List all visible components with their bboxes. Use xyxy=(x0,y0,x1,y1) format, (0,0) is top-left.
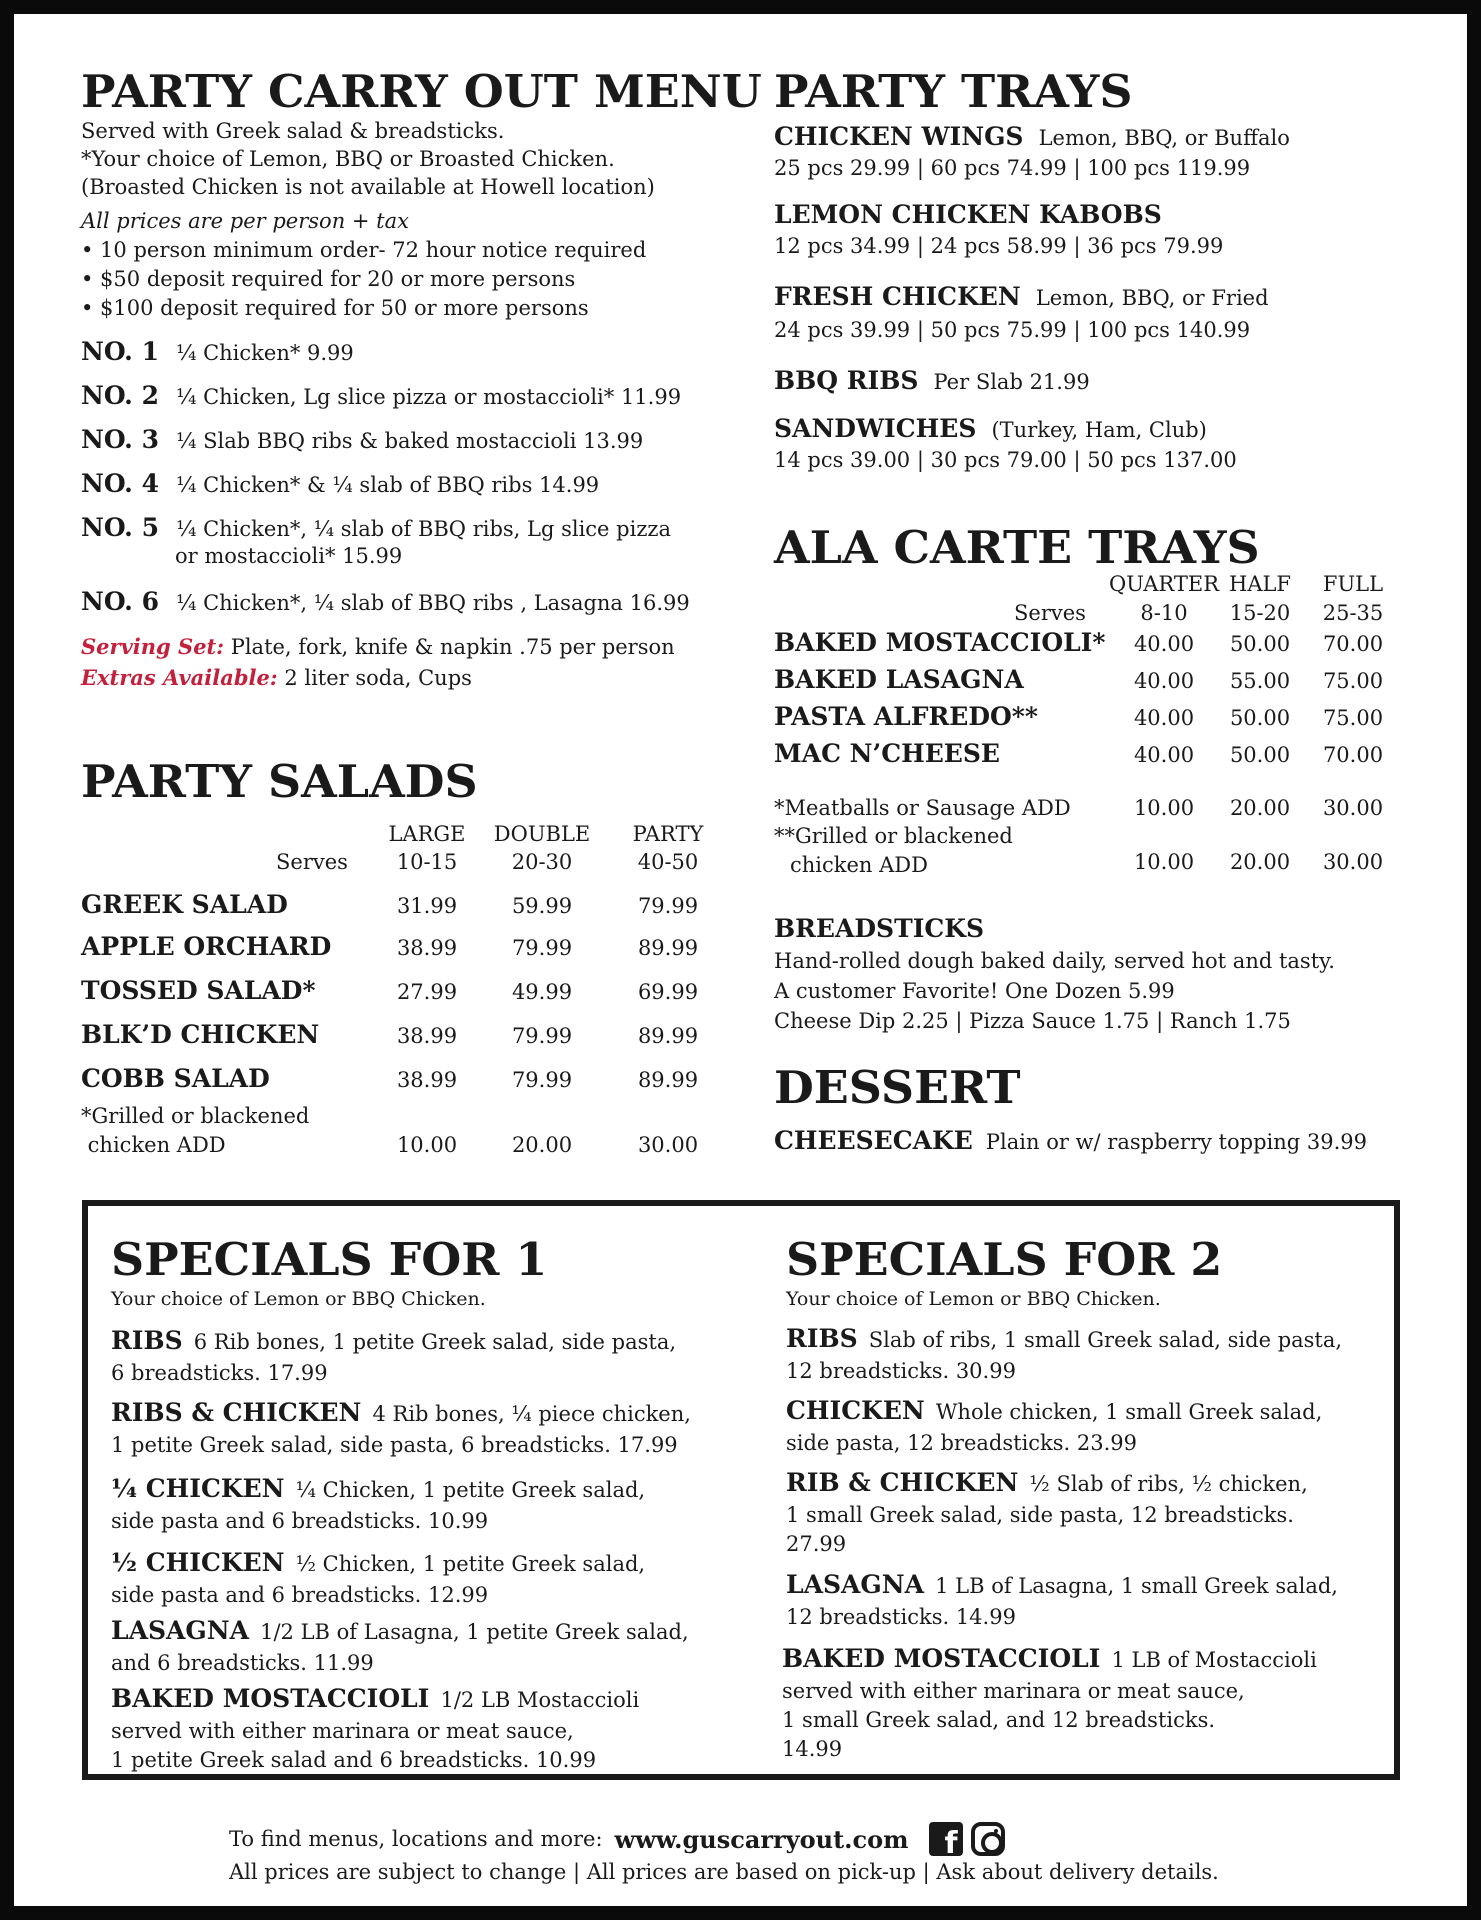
tray-prices: 25 pcs 29.99 | 60 pcs 74.99 | 100 pcs 119.99 xyxy=(774,156,1251,180)
col-serves: 20-30 xyxy=(511,850,573,874)
tray-item: BBQ RIBS Per Slab 21.99 xyxy=(774,366,1090,395)
intro-line: Served with Greek salad & breadsticks. xyxy=(81,119,505,143)
specials-2-title: SPECIALS FOR 2 xyxy=(786,1233,1223,1286)
table-row: BLK’D CHICKEN 38.99 79.99 89.99 xyxy=(81,1020,699,1049)
tray-item: LEMON CHICKEN KABOBS xyxy=(774,200,1162,229)
col-header: PARTY xyxy=(632,822,704,846)
col-serves: 10-15 xyxy=(396,850,458,874)
intro-line: (Broasted Chicken is not available at Howell location) xyxy=(81,175,655,199)
carry-out-item: NO. 4 ¼ Chicken* & ¼ slab of BBQ ribs 14.99 xyxy=(81,469,600,498)
addon-label: *Grilled or blackened chicken ADD xyxy=(81,1104,310,1157)
special-item: RIBS 6 Rib bones, 1 petite Greek salad, side pasta, 6 breadsticks. 17.99 xyxy=(111,1326,677,1385)
carry-out-title: PARTY CARRY OUT MENU xyxy=(81,65,762,118)
footer-find: To find menus, locations and more: www.guscarryout.com f xyxy=(229,1822,1005,1856)
addon-label: **Grilled or blackened chicken ADD xyxy=(774,824,1013,877)
addon-value: 10.00 xyxy=(1133,850,1195,874)
table-row: COBB SALAD 38.99 79.99 89.99 xyxy=(81,1064,699,1093)
table-row: TOSSED SALAD* 27.99 49.99 69.99 xyxy=(81,976,699,1005)
addon-value: 20.00 xyxy=(1229,850,1291,874)
website-link[interactable]: www.guscarryout.com xyxy=(614,1824,909,1854)
col-serves: 25-35 xyxy=(1322,601,1384,625)
addon-value: 20.00 xyxy=(511,1133,573,1157)
special-item: LASAGNA 1/2 LB of Lasagna, 1 petite Greek salad, and 6 breadsticks. 11.99 xyxy=(111,1616,689,1675)
dessert-title: DESSERT xyxy=(774,1061,1021,1114)
table-row: MAC N’CHEESE 40.00 50.00 70.00 xyxy=(774,739,1384,768)
menu-page xyxy=(14,14,1467,1906)
special-item: RIBS Slab of ribs, 1 small Greek salad, side pasta, 12 breadsticks. 30.99 xyxy=(786,1324,1343,1383)
col-header: HALF xyxy=(1229,572,1291,596)
carry-out-item: NO. 6 ¼ Chicken*, ¼ slab of BBQ ribs , Lasagna 16.99 xyxy=(81,587,690,616)
special-item: RIBS & CHICKEN 4 Rib bones, ¼ piece chicken, 1 petite Greek salad, side pasta, 6 breadsticks. 17.99 xyxy=(111,1398,691,1457)
addon-value: 30.00 xyxy=(1322,850,1384,874)
tray-item: SANDWICHES (Turkey, Ham, Club) xyxy=(774,414,1207,443)
serving-set: Serving Set: Plate, fork, knife & napkin .75 per person xyxy=(81,634,675,659)
carry-out-item: NO. 2 ¼ Chicken, Lg slice pizza or mostaccioli* 11.99 xyxy=(81,381,682,410)
col-header: QUARTER xyxy=(1109,572,1220,596)
special-item: CHICKEN Whole chicken, 1 small Greek salad, side pasta, 12 breadsticks. 23.99 xyxy=(786,1396,1323,1455)
party-salads-table xyxy=(81,820,721,1160)
dessert-item: CHEESECAKE Plain or w/ raspberry topping 39.99 xyxy=(774,1126,1367,1155)
special-item: RIB & CHICKEN ½ Slab of ribs, ½ chicken, 1 small Greek salad, side pasta, 12 breadsticks. 27.99 xyxy=(786,1468,1308,1556)
facebook-icon[interactable] xyxy=(929,1822,963,1856)
col-serves: 40-50 xyxy=(637,850,699,874)
extras-available: Extras Available: 2 liter soda, Cups xyxy=(81,665,472,690)
bullet-item: • $50 deposit required for 20 or more persons xyxy=(81,267,576,291)
bullet-item: • 10 person minimum order- 72 hour notice required xyxy=(81,238,647,262)
party-trays-title: PARTY TRAYS xyxy=(774,65,1133,118)
special-item: BAKED MOSTACCIOLI 1 LB of Mostaccioli served with either marinara or meat sauce, 1 small Greek salad, and 12 breadsticks. 14.99 xyxy=(782,1644,1317,1761)
special-item: BAKED MOSTACCIOLI 1/2 LB Mostaccioli served with either marinara or meat sauce, 1 petite Greek salad and 6 breadsticks. 10.99 xyxy=(111,1684,640,1772)
tray-item: CHICKEN WINGS Lemon, BBQ, or Buffalo xyxy=(774,122,1290,151)
party-salads-title: PARTY SALADS xyxy=(81,755,478,808)
table-row: APPLE ORCHARD 38.99 79.99 89.99 xyxy=(81,932,699,961)
table-row: GREEK SALAD 31.99 59.99 79.99 xyxy=(81,890,699,919)
carry-out-item: NO. 1 ¼ Chicken* 9.99 xyxy=(81,337,354,366)
specials-1-title: SPECIALS FOR 1 xyxy=(111,1233,548,1286)
addon-value: 10.00 xyxy=(396,1133,458,1157)
serves-label: Serves xyxy=(1014,601,1086,625)
carry-out-item: NO. 3 ¼ Slab BBQ ribs & baked mostaccioli 13.99 xyxy=(81,425,644,454)
table-row: BAKED MOSTACCIOLI* 40.00 50.00 70.00 xyxy=(774,628,1384,657)
carry-out-intro xyxy=(81,117,655,201)
specials-2-subtitle: Your choice of Lemon or BBQ Chicken. xyxy=(786,1288,1161,1310)
ala-carte-table xyxy=(774,570,1414,890)
col-header: FULL xyxy=(1322,572,1384,596)
tray-prices: 12 pcs 34.99 | 24 pcs 58.99 | 36 pcs 79.99 xyxy=(774,234,1224,258)
col-header: DOUBLE xyxy=(493,822,591,846)
prices-note: All prices are per person + tax xyxy=(81,209,409,233)
col-header: LARGE xyxy=(388,822,466,846)
addon-label: *Meatballs or Sausage ADD xyxy=(774,796,1071,820)
serves-label: Serves xyxy=(276,850,348,874)
special-item: ¼ CHICKEN ¼ Chicken, 1 petite Greek salad, side pasta and 6 breadsticks. 10.99 xyxy=(111,1474,646,1533)
tray-prices: 24 pcs 39.99 | 50 pcs 75.99 | 100 pcs 140.99 xyxy=(774,318,1251,342)
carry-out-item: NO. 5 ¼ Chicken*, ¼ slab of BBQ ribs, Lg slice pizza xyxy=(81,513,671,542)
table-row: BAKED LASAGNA 40.00 55.00 75.00 xyxy=(774,665,1384,694)
bullet-item: • $100 deposit required for 50 or more persons xyxy=(81,296,589,320)
breadsticks-text: Hand-rolled dough baked daily, served hot and tasty. A customer Favorite! One Dozen 5.99 Cheese Dip 2.25 | Pizza Sauce 1.75 | Ranch 1.75 xyxy=(774,949,1335,1033)
table-row: PASTA ALFREDO** 40.00 50.00 75.00 xyxy=(774,702,1384,731)
carry-out-item-cont: or mostaccioli* 15.99 xyxy=(175,544,403,568)
addon-value: 10.00 xyxy=(1133,796,1195,820)
breadsticks-title: BREADSTICKS xyxy=(774,914,985,943)
carry-out-bullets xyxy=(81,236,646,323)
addon-value: 30.00 xyxy=(637,1133,699,1157)
tray-prices: 14 pcs 39.00 | 30 pcs 79.00 | 50 pcs 137.00 xyxy=(774,448,1237,472)
specials-1-subtitle: Your choice of Lemon or BBQ Chicken. xyxy=(111,1288,486,1310)
addon-value: 30.00 xyxy=(1322,796,1384,820)
col-serves: 15-20 xyxy=(1229,601,1291,625)
instagram-icon[interactable] xyxy=(971,1822,1005,1856)
tray-item: FRESH CHICKEN Lemon, BBQ, or Fried xyxy=(774,282,1269,311)
intro-line: *Your choice of Lemon, BBQ or Broasted Chicken. xyxy=(81,147,615,171)
special-item: ½ CHICKEN ½ Chicken, 1 petite Greek salad, side pasta and 6 breadsticks. 12.99 xyxy=(111,1548,646,1607)
addon-value: 20.00 xyxy=(1229,796,1291,820)
special-item: LASAGNA 1 LB of Lasagna, 1 small Greek salad, 12 breadsticks. 14.99 xyxy=(786,1570,1338,1629)
ala-carte-title: ALA CARTE TRAYS xyxy=(774,521,1260,574)
col-serves: 8-10 xyxy=(1140,601,1188,625)
footer-disclaimer: All prices are subject to change | All prices are based on pick-up | Ask about delivery details. xyxy=(229,1860,1219,1884)
